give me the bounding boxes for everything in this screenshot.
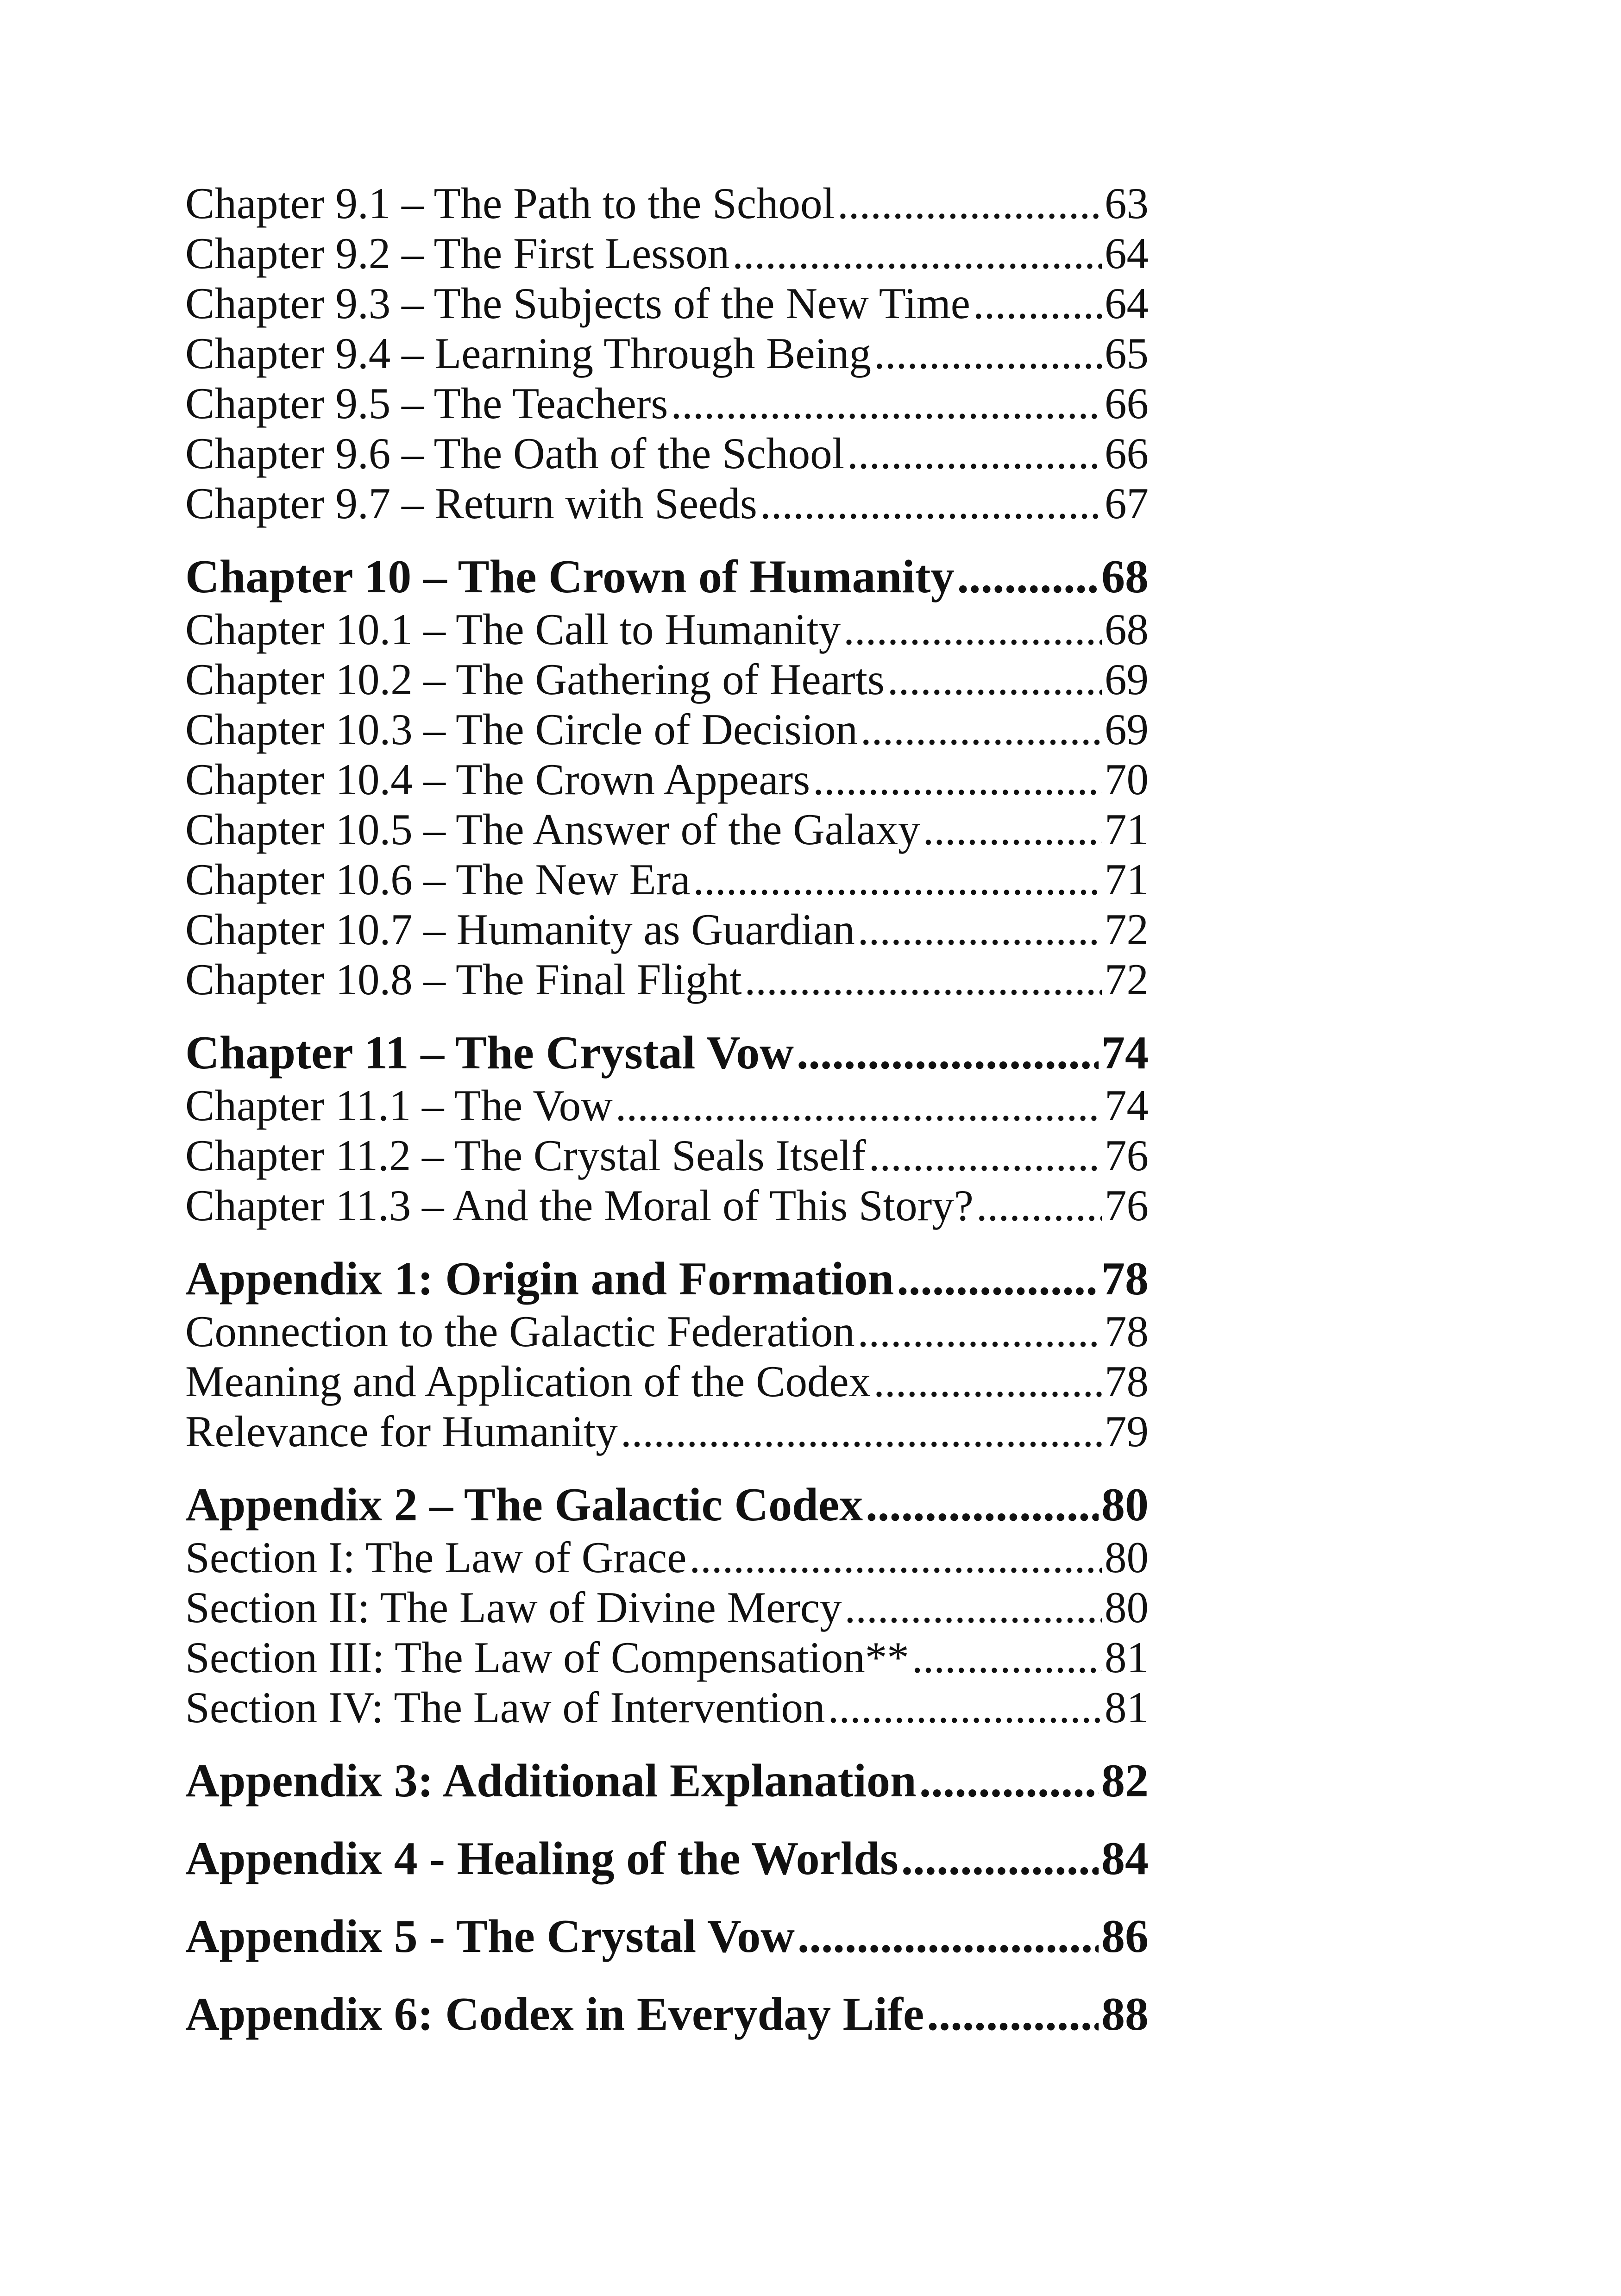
toc-entry-page-number: 80	[1105, 1533, 1149, 1582]
toc-entry-page-number: 78	[1101, 1253, 1149, 1305]
toc-entry-page-number: 80	[1105, 1583, 1149, 1632]
toc-entry[interactable]	[185, 1356, 1149, 1406]
toc-entry-page-number: 74	[1105, 1081, 1149, 1130]
toc-entry[interactable]	[185, 378, 1149, 428]
dot-leader	[912, 1632, 1102, 1682]
dot-leader	[873, 1356, 1102, 1406]
toc-entry-title: Section I: The Law of Grace	[185, 1533, 687, 1582]
toc-heading-entry[interactable]	[185, 550, 1149, 604]
toc-entry[interactable]	[185, 954, 1149, 1004]
toc-entry-page-number: 72	[1105, 905, 1149, 954]
dot-leader	[621, 1406, 1102, 1456]
toc-heading-entry[interactable]	[185, 1909, 1149, 1964]
toc-entry-page-number: 71	[1105, 855, 1149, 904]
toc-entry-title: Chapter 10.1 – The Call to Humanity	[185, 605, 841, 654]
toc-entry-title: Chapter 10 – The Crown of Humanity	[185, 551, 955, 603]
dot-leader	[957, 550, 1099, 604]
toc-heading-entry[interactable]	[185, 1252, 1149, 1306]
toc-entry-title: Chapter 9.7 – Return with Seeds	[185, 479, 757, 528]
dot-leader	[887, 654, 1102, 704]
toc-entry-title: Chapter 10.8 – The Final Flight	[185, 955, 742, 1004]
toc-entry-page-number: 78	[1105, 1357, 1149, 1406]
toc-entry[interactable]	[185, 654, 1149, 704]
toc-entry-title: Meaning and Application of the Codex	[185, 1357, 871, 1406]
dot-leader	[973, 278, 1102, 328]
toc-entry[interactable]	[185, 428, 1149, 478]
dot-leader	[866, 1478, 1099, 1532]
toc-entry[interactable]	[185, 754, 1149, 804]
toc-entry-page-number: 76	[1105, 1131, 1149, 1180]
table-of-contents	[185, 178, 1149, 2042]
dot-leader	[798, 1909, 1099, 1964]
toc-entry[interactable]	[185, 178, 1149, 228]
dot-leader	[837, 178, 1102, 228]
toc-entry-title: Connection to the Galactic Federation	[185, 1307, 855, 1356]
toc-entry[interactable]	[185, 854, 1149, 904]
toc-entry-title: Section IV: The Law of Intervention	[185, 1683, 825, 1732]
toc-entry[interactable]	[185, 228, 1149, 278]
toc-entry-title: Chapter 10.7 – Humanity as Guardian	[185, 905, 855, 954]
toc-entry[interactable]	[185, 1180, 1149, 1230]
dot-leader	[858, 1306, 1102, 1356]
dot-leader	[901, 1832, 1099, 1886]
dot-leader	[813, 754, 1102, 804]
toc-entry-page-number: 82	[1101, 1755, 1149, 1807]
toc-entry[interactable]	[185, 604, 1149, 654]
toc-entry-title: Chapter 11.3 – And the Moral of This Story?	[185, 1181, 974, 1230]
toc-entry[interactable]	[185, 904, 1149, 954]
toc-entry-title: Chapter 9.5 – The Teachers	[185, 379, 668, 428]
toc-entry-title: Chapter 9.6 – The Oath of the School	[185, 429, 844, 478]
toc-entry-title: Appendix 2 – The Galactic Codex	[185, 1479, 863, 1531]
toc-entry-page-number: 81	[1105, 1683, 1149, 1732]
dot-leader	[923, 804, 1102, 854]
toc-entry-title: Chapter 9.4 – Learning Through Being	[185, 329, 871, 378]
dot-leader	[897, 1252, 1099, 1306]
toc-entry-page-number: 88	[1101, 1988, 1149, 2040]
toc-entry[interactable]	[185, 704, 1149, 754]
dot-leader	[847, 428, 1102, 478]
toc-entry-title: Chapter 10.4 – The Crown Appears	[185, 755, 810, 804]
toc-entry[interactable]	[185, 804, 1149, 854]
toc-entry-title: Section III: The Law of Compensation**	[185, 1633, 909, 1682]
toc-entry-page-number: 67	[1105, 479, 1149, 528]
toc-entry[interactable]	[185, 1582, 1149, 1632]
toc-entry-title: Chapter 10.3 – The Circle of Decision	[185, 705, 858, 754]
toc-entry-page-number: 66	[1105, 429, 1149, 478]
toc-entry-page-number: 78	[1105, 1307, 1149, 1356]
toc-heading-entry[interactable]	[185, 1832, 1149, 1886]
toc-entry-title: Chapter 9.2 – The First Lesson	[185, 229, 730, 278]
toc-heading-entry[interactable]	[185, 1754, 1149, 1808]
toc-entry-page-number: 71	[1105, 805, 1149, 854]
toc-entry-page-number: 81	[1105, 1633, 1149, 1682]
toc-entry-title: Appendix 1: Origin and Formation	[185, 1253, 894, 1305]
toc-entry-page-number: 79	[1105, 1407, 1149, 1456]
dot-leader	[919, 1754, 1099, 1808]
toc-entry[interactable]	[185, 1406, 1149, 1456]
dot-leader	[843, 604, 1102, 654]
dot-leader	[858, 904, 1102, 954]
toc-entry[interactable]	[185, 1080, 1149, 1130]
dot-leader	[732, 228, 1102, 278]
toc-entry-page-number: 72	[1105, 955, 1149, 1004]
toc-entry-title: Chapter 10.6 – The New Era	[185, 855, 691, 904]
toc-entry[interactable]	[185, 478, 1149, 528]
dot-leader	[745, 954, 1102, 1004]
dot-leader	[797, 1026, 1099, 1080]
toc-entry-title: Relevance for Humanity	[185, 1407, 618, 1456]
toc-entry-title: Appendix 4 - Healing of the Worlds	[185, 1832, 898, 1885]
dot-leader	[869, 1130, 1102, 1180]
toc-entry-title: Chapter 11 – The Crystal Vow	[185, 1027, 794, 1079]
toc-entry-title: Appendix 5 - The Crystal Vow	[185, 1910, 795, 1963]
dot-leader	[927, 1987, 1099, 2042]
toc-entry-title: Appendix 3: Additional Explanation	[185, 1755, 917, 1807]
toc-entry-page-number: 65	[1105, 329, 1149, 378]
toc-entry[interactable]	[185, 1306, 1149, 1356]
toc-entry[interactable]	[185, 1632, 1149, 1682]
dot-leader	[861, 704, 1102, 754]
toc-entry-page-number: 86	[1101, 1910, 1149, 1963]
toc-entry-title: Appendix 6: Codex in Everyday Life	[185, 1988, 924, 2040]
toc-entry-page-number: 64	[1105, 229, 1149, 278]
toc-heading-entry[interactable]	[185, 1478, 1149, 1532]
toc-entry-page-number: 64	[1105, 279, 1149, 328]
dot-leader	[616, 1080, 1102, 1130]
toc-entry-title: Chapter 9.3 – The Subjects of the New Time	[185, 279, 970, 328]
dot-leader	[689, 1532, 1102, 1582]
dot-leader	[693, 854, 1102, 904]
toc-entry-title: Chapter 9.1 – The Path to the School	[185, 179, 835, 228]
toc-entry[interactable]	[185, 278, 1149, 328]
dot-leader	[828, 1682, 1102, 1732]
toc-entry-title: Section II: The Law of Divine Mercy	[185, 1583, 842, 1632]
toc-entry[interactable]	[185, 1130, 1149, 1180]
toc-heading-entry[interactable]	[185, 1987, 1149, 2042]
toc-entry-title: Chapter 10.2 – The Gathering of Hearts	[185, 655, 885, 704]
toc-entry-title: Chapter 11.2 – The Crystal Seals Itself	[185, 1131, 866, 1180]
toc-entry[interactable]	[185, 1532, 1149, 1582]
toc-entry-page-number: 74	[1101, 1027, 1149, 1079]
toc-entry-page-number: 68	[1101, 551, 1149, 603]
toc-entry-page-number: 76	[1105, 1181, 1149, 1230]
toc-entry-page-number: 69	[1105, 655, 1149, 704]
toc-entry[interactable]	[185, 328, 1149, 378]
dot-leader	[760, 478, 1102, 528]
toc-entry-title: Chapter 11.1 – The Vow	[185, 1081, 613, 1130]
dot-leader	[845, 1582, 1102, 1632]
dot-leader	[671, 378, 1102, 428]
toc-entry-page-number: 80	[1101, 1479, 1149, 1531]
toc-entry-page-number: 70	[1105, 755, 1149, 804]
dot-leader	[976, 1180, 1102, 1230]
dot-leader	[874, 328, 1102, 378]
toc-entry-page-number: 84	[1101, 1832, 1149, 1885]
toc-entry-page-number: 69	[1105, 705, 1149, 754]
toc-entry-title: Chapter 10.5 – The Answer of the Galaxy	[185, 805, 920, 854]
toc-heading-entry[interactable]	[185, 1026, 1149, 1080]
toc-entry-page-number: 68	[1105, 605, 1149, 654]
toc-entry-page-number: 63	[1105, 179, 1149, 228]
toc-entry[interactable]	[185, 1682, 1149, 1732]
toc-entry-page-number: 66	[1105, 379, 1149, 428]
